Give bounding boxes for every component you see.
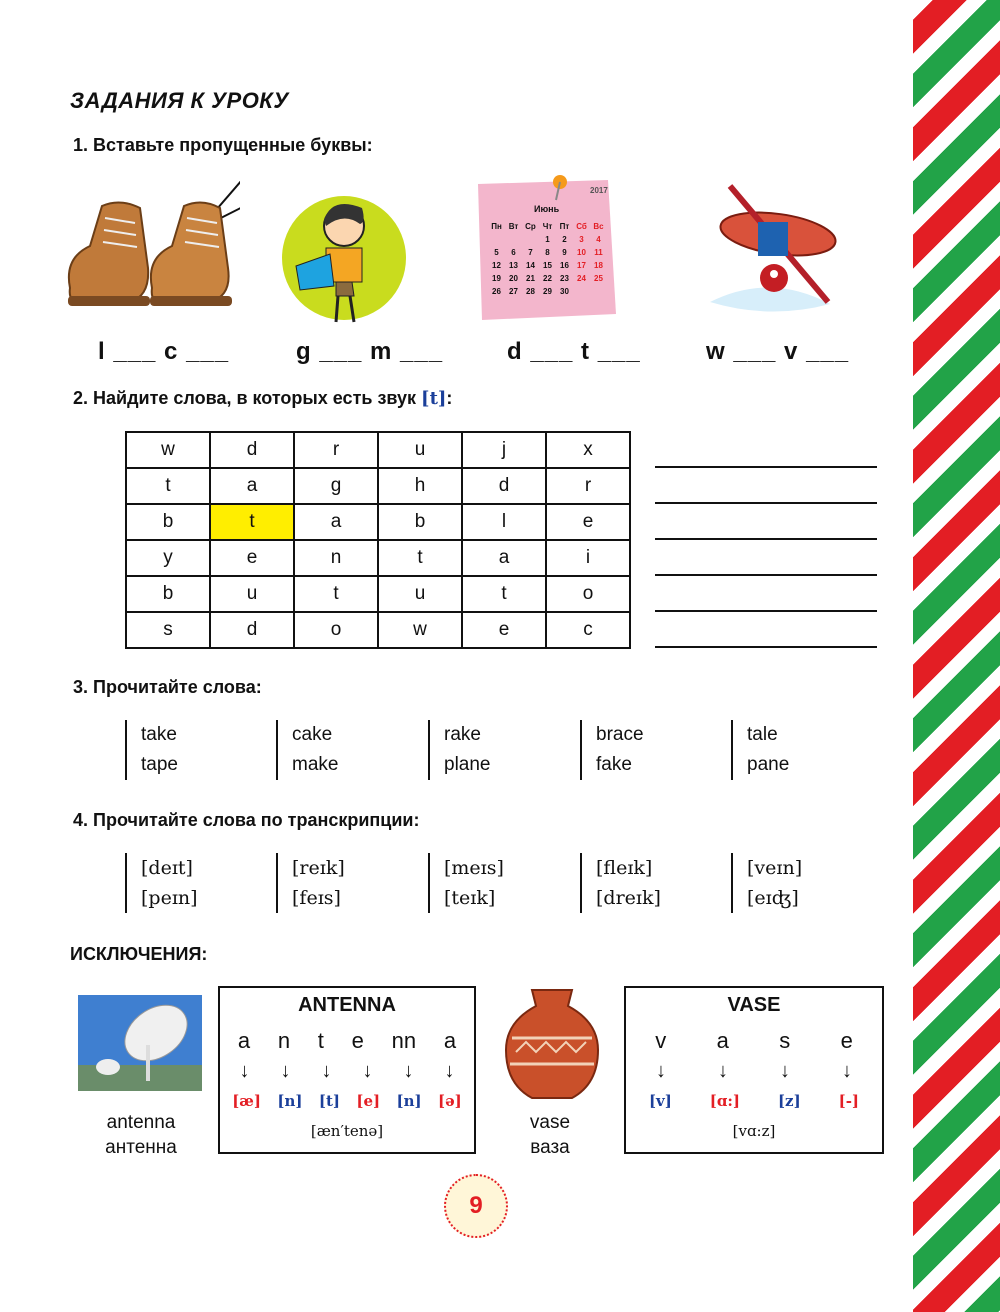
answer-line[interactable] [655, 502, 877, 504]
task4-label: 4. Прочитайте слова по транскрипции: [73, 810, 420, 830]
grid-cell[interactable]: c [546, 612, 630, 648]
grid-row [126, 612, 630, 648]
calendar-month: Июнь [534, 204, 560, 214]
letter: t [317, 1028, 324, 1053]
caption-ru: антенна [105, 1137, 177, 1158]
exceptions-label: ИСКЛЮЧЕНИЯ: [70, 944, 208, 964]
grid-cell[interactable]: s [126, 612, 210, 648]
grid-cell[interactable]: w [378, 612, 462, 648]
boots-picture [60, 178, 240, 318]
calendar-row [488, 220, 610, 233]
calendar-row [488, 272, 610, 285]
sound: [n] [277, 1092, 303, 1110]
calendar-row [488, 285, 610, 298]
grid-cell[interactable]: t [210, 504, 294, 540]
grid-cell[interactable]: u [378, 432, 462, 468]
grid-cell[interactable]: d [210, 612, 294, 648]
calendar-day: Сб [576, 222, 587, 231]
calendar-day: 8 [545, 248, 550, 257]
calendar-day: 11 [594, 248, 603, 257]
grid-cell[interactable]: b [126, 504, 210, 540]
transcription: [peɪn] [141, 887, 198, 909]
down-arrow-icon: ↓ [403, 1060, 414, 1082]
transcription: [meɪs] [444, 857, 504, 879]
sound: [ɑ:] [709, 1092, 741, 1110]
calendar-day: 30 [560, 287, 569, 296]
grid-cell[interactable]: b [126, 576, 210, 612]
grid-cell[interactable]: a [462, 540, 546, 576]
transcription: [feɪs] [292, 887, 341, 909]
calendar-day: 9 [562, 248, 567, 257]
word-column-5 [731, 720, 789, 780]
calendar-day: 25 [594, 274, 603, 283]
down-arrow-icon: ↓ [444, 1060, 455, 1082]
calendar-row [488, 246, 610, 259]
vase-picture [502, 986, 602, 1102]
calendar-day: 17 [577, 261, 586, 270]
transcription-column-5 [731, 853, 802, 913]
transcription: [deɪt] [141, 857, 193, 879]
calendar-day [522, 233, 539, 246]
down-arrow-icon: ↓ [239, 1060, 250, 1082]
calendar-day [505, 233, 522, 246]
calendar-day: 29 [543, 287, 552, 296]
grid-cell[interactable]: r [546, 468, 630, 504]
task2-label [73, 388, 452, 409]
calendar-day: 4 [596, 235, 601, 244]
transcription: [teɪk] [444, 887, 496, 909]
vase-arrows [630, 1060, 878, 1083]
grid-cell[interactable]: x [546, 432, 630, 468]
page-number: 9 [444, 1174, 508, 1238]
word: pane [747, 754, 790, 775]
calendar-day: 27 [509, 287, 518, 296]
down-arrow-icon: ↓ [842, 1060, 852, 1082]
grid-cell[interactable]: d [210, 432, 294, 468]
grid-row [126, 540, 630, 576]
grid-row [126, 576, 630, 612]
grid-cell[interactable]: e [546, 504, 630, 540]
calendar-day: 10 [577, 248, 586, 257]
grid-cell[interactable]: u [210, 576, 294, 612]
word-column-3 [428, 720, 491, 780]
kayak-picture [700, 182, 840, 322]
word: rake [444, 724, 481, 745]
letter-grid [125, 431, 631, 649]
vase-letters [630, 1028, 878, 1054]
letter: a [443, 1028, 457, 1053]
transcription: [fleɪk] [596, 857, 653, 879]
letter: nn [391, 1028, 417, 1053]
grid-cell[interactable]: n [294, 540, 378, 576]
grid-cell[interactable]: y [126, 540, 210, 576]
calendar-day: Пн [491, 222, 502, 231]
grid-cell[interactable]: a [210, 468, 294, 504]
letter: n [277, 1028, 291, 1053]
calendar-day: 3 [579, 235, 584, 244]
antenna-arrows [224, 1060, 470, 1083]
calendar-row [488, 233, 610, 246]
calendar-day: Вс [593, 222, 604, 231]
antenna-transcription: [æn′tenə] [310, 1122, 384, 1140]
antenna-sounds [224, 1092, 470, 1110]
word: make [292, 754, 339, 775]
calendar-day: 14 [526, 261, 535, 270]
calendar-day: 6 [511, 248, 516, 257]
transcription-column-3 [428, 853, 504, 913]
word: cake [292, 724, 333, 745]
grid-cell[interactable]: l [462, 504, 546, 540]
task1-label: 1. Вставьте пропущенные буквы: [73, 135, 373, 155]
grid-cell[interactable]: t [378, 540, 462, 576]
grid-cell[interactable]: j [462, 432, 546, 468]
grid-cell[interactable]: g [294, 468, 378, 504]
sound: [e] [356, 1092, 381, 1110]
grid-cell[interactable]: i [546, 540, 630, 576]
word: tape [141, 754, 178, 775]
calendar-day: 28 [526, 287, 535, 296]
grid-row [126, 468, 630, 504]
caption-en: antenna [106, 1112, 176, 1133]
sound: [v] [648, 1092, 672, 1110]
calendar-day: Пт [559, 222, 570, 231]
letter: a [237, 1028, 251, 1053]
answer-line[interactable] [655, 610, 877, 612]
word-blank-1: l ___ c ___ [98, 338, 230, 365]
transcription: [reɪk] [292, 857, 345, 879]
letter: e [351, 1028, 364, 1053]
sound: [z] [777, 1092, 801, 1110]
sound: [n] [396, 1092, 422, 1110]
task3-label: 3. Прочитайте слова: [73, 677, 262, 697]
vase-transcription: [vɑ:z] [732, 1122, 776, 1140]
antenna-title: ANTENNA [298, 994, 396, 1016]
task2-sound: [t] [421, 388, 447, 409]
grid-cell[interactable]: r [294, 432, 378, 468]
letter: a [716, 1028, 729, 1053]
letter: v [655, 1028, 667, 1053]
answer-line[interactable] [655, 574, 877, 576]
transcription-column-1 [125, 853, 198, 913]
transcription-column-2 [276, 853, 345, 913]
vase-title: VASE [727, 994, 781, 1016]
page-title: ЗАДАНИЯ К УРОКУ [70, 88, 289, 113]
sound: [-] [838, 1092, 860, 1110]
calendar-day: 22 [543, 274, 552, 283]
down-arrow-icon: ↓ [321, 1060, 332, 1082]
sound: [t] [318, 1092, 340, 1110]
calendar-day: Чт [542, 222, 553, 231]
calendar-day: 15 [543, 261, 552, 270]
calendar-grid [488, 220, 610, 298]
grid-cell[interactable]: o [294, 612, 378, 648]
transcription: [veɪn] [747, 857, 803, 879]
answer-line[interactable] [655, 646, 877, 648]
calendar-day [590, 285, 607, 298]
grid-cell[interactable]: e [462, 612, 546, 648]
calendar-day: 20 [509, 274, 518, 283]
word-blank-2: g ___ m ___ [296, 338, 444, 365]
calendar-day: 26 [492, 287, 501, 296]
transcription: [eɪʤ] [747, 887, 799, 909]
down-arrow-icon: ↓ [362, 1060, 373, 1082]
word: fake [596, 754, 632, 775]
calendar-day: 5 [494, 248, 499, 257]
grid-cell[interactable]: t [462, 576, 546, 612]
word-blank-4: w ___ v ___ [706, 338, 850, 365]
calendar-day: 23 [560, 274, 569, 283]
caption-ru: ваза [530, 1137, 570, 1158]
down-arrow-icon: ↓ [656, 1060, 666, 1082]
calendar-day [488, 233, 505, 246]
word-blank-3: d ___ t ___ [507, 338, 641, 365]
answer-line[interactable] [655, 466, 877, 468]
vase-sounds [630, 1092, 878, 1110]
calendar-row [488, 259, 610, 272]
word-column-2 [276, 720, 338, 780]
word: plane [444, 754, 491, 775]
grid-cell[interactable]: o [546, 576, 630, 612]
grid-cell[interactable]: e [210, 540, 294, 576]
down-arrow-icon: ↓ [780, 1060, 790, 1082]
calendar-day [573, 285, 590, 298]
vase-caption [504, 1110, 596, 1160]
calendar-day: 1 [545, 235, 550, 244]
calendar-day: 24 [577, 274, 586, 283]
grid-cell[interactable]: t [294, 576, 378, 612]
calendar-year: 2017 [590, 186, 608, 195]
caption-en: vase [529, 1112, 571, 1133]
calendar-day: 13 [509, 261, 518, 270]
letter: s [779, 1028, 791, 1053]
transcription: [dreɪk] [596, 887, 661, 909]
grid-cell[interactable]: u [378, 576, 462, 612]
task2-label-suffix: : [446, 388, 453, 408]
calendar-day: 19 [492, 274, 501, 283]
down-arrow-icon: ↓ [718, 1060, 728, 1082]
word: tale [747, 724, 778, 745]
down-arrow-icon: ↓ [280, 1060, 291, 1082]
word: take [141, 724, 177, 745]
calendar-day: 7 [528, 248, 533, 257]
grid-cell[interactable]: t [126, 468, 210, 504]
decorative-stripes [913, 0, 1000, 1312]
grid-cell[interactable]: w [126, 432, 210, 468]
word-column-4 [580, 720, 644, 780]
answer-line[interactable] [655, 538, 877, 540]
transcription-column-4 [580, 853, 661, 913]
calendar-picture [478, 168, 616, 320]
puzzle-boy-picture [282, 196, 412, 326]
antenna-box [218, 986, 476, 1154]
sound: [æ] [232, 1092, 262, 1110]
calendar-day: 12 [492, 261, 501, 270]
letter: e [840, 1028, 853, 1053]
task2-label-text: 2. Найдите слова, в которых есть звук [73, 388, 422, 408]
vase-box [624, 986, 884, 1154]
grid-cell[interactable]: a [294, 504, 378, 540]
word: brace [596, 724, 644, 745]
calendar-day: 21 [526, 274, 535, 283]
grid-cell[interactable]: h [378, 468, 462, 504]
grid-cell[interactable]: b [378, 504, 462, 540]
grid-row [126, 504, 630, 540]
sound: [ə] [437, 1092, 462, 1110]
grid-cell[interactable]: d [462, 468, 546, 504]
calendar-day: Вт [508, 222, 519, 231]
antenna-caption [78, 1110, 204, 1160]
calendar-day: 18 [594, 261, 603, 270]
antenna-letters [224, 1028, 470, 1054]
antenna-picture [78, 995, 202, 1091]
calendar-day: 16 [560, 261, 569, 270]
word-column-1 [125, 720, 178, 780]
calendar-day: Ср [525, 222, 536, 231]
calendar-day: 2 [562, 235, 567, 244]
grid-row [126, 432, 630, 468]
